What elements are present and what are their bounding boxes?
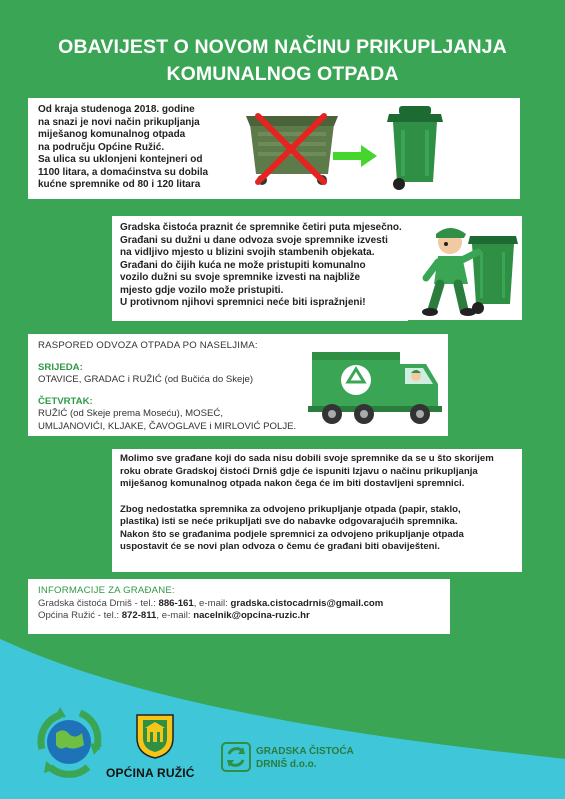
gradska-cistoca-logo-icon: [221, 742, 251, 772]
contact-phone: 872-811: [121, 610, 157, 621]
schedule-places: UMLJANOVIĆI, KLJAKE, ČAVOGLAVE i MIRLOVIĆ POLJE.: [38, 420, 297, 432]
company-name-line-2: DRNIŠ d.o.o.: [256, 759, 317, 770]
schedule-text: [38, 340, 308, 433]
pickup-line: U protivnom njihovi spremnici neće biti ispražnjeni!: [120, 297, 366, 308]
pickup-line: Gradska čistoća praznit će spremnike četiri puta mjesečno.: [120, 222, 402, 233]
old-container-crossed-illustration: [244, 108, 340, 190]
pickup-line: mjesto gdje vozilo može pristupiti.: [120, 284, 284, 296]
contact-email: gradska.cistocadrnis@gmail.com: [230, 597, 384, 609]
company-name-line-1: GRADSKA ČISTOĆA: [256, 746, 354, 757]
pickup-rules-text: [120, 222, 420, 310]
notice-line: Molimo sve građane koji do sada nisu dobili svoje spremnike da se u što skorijem: [120, 453, 494, 464]
notice-text: [120, 453, 518, 554]
schedule-heading: RASPORED ODVOZA OTPADA PO NASELJIMA:: [38, 340, 258, 351]
contact-row-opcina-ruzic: [38, 610, 448, 623]
company-name: [256, 745, 354, 771]
page-title: [0, 34, 565, 88]
intro-line: Od kraja studenoga 2018. godine: [38, 104, 195, 115]
notice-line: Nakon što se građanima podjele spremnici za odvojeno prikupljanje otpada: [120, 528, 464, 540]
contact-tel-label: - tel.:: [131, 597, 159, 609]
new-bin-illustration: [385, 104, 445, 192]
pickup-line: na vidljivo mjesto u blizini svojih stambenih objekata.: [120, 247, 375, 258]
schedule-places: RUŽIĆ (od Skeje prema Moseću), MOSEĆ,: [38, 408, 223, 419]
notice-paragraph-1: [120, 453, 518, 491]
schedule-day-thursday: ČETVRTAK:: [38, 395, 93, 407]
notice-line: uspostavit će se novi plan odvoza o čemu će građani biti obaviješteni.: [120, 541, 440, 552]
notice-line: plastika) isti se neće prikupljati sve do nabavke odgovarajućih spremnika.: [120, 516, 458, 527]
recycle-icon: [341, 365, 371, 395]
intro-text: [38, 104, 278, 192]
contact-email: nacelnik@opcina-ruzic.hr: [193, 610, 310, 621]
bin-icon: [468, 236, 518, 314]
arrow-right-icon: [333, 145, 377, 167]
intro-line: na području Općine Ružić.: [38, 141, 165, 153]
notice-line: miješanog komunalnog otpada nakon čega će im biti dostavljeni spremnici.: [120, 478, 465, 489]
title-line-1: OBAVIJEST O NOVOM NAČINU PRIKUPLJANJA: [58, 36, 507, 58]
intro-line: na snazi je novi način prikupljanja: [38, 116, 200, 128]
recycle-globe-logo: [30, 703, 108, 781]
pickup-line: Građani su dužni u dane odvoza svoje spremnike izvesti: [120, 234, 388, 246]
garbage-truck-illustration: [308, 346, 442, 428]
contact-mail-label: , e-mail:: [156, 610, 194, 621]
schedule-places: OTAVICE, GRADAC i RUŽIĆ (od Bučića do Skeje): [38, 374, 254, 385]
contact-org: Gradska čistoća Drniš: [38, 597, 132, 609]
intro-line: Sa ulica su uklonjeni kontejneri od: [38, 154, 203, 165]
notice-line: Zbog nedostatka spremnika za odvojeno prikupljanje otpada (papir, staklo,: [120, 503, 461, 515]
notice-line: roku obrate Gradskoj čistoći Drniš gdje će ispuniti Izjavu o načinu prikupljanja: [120, 465, 478, 477]
municipality-name: OPĆINA RUŽIĆ: [106, 766, 195, 780]
worker-with-bin-illustration: [418, 222, 522, 318]
contacts-heading: INFORMACIJE ZA GRAĐANE:: [38, 585, 175, 596]
pickup-line: Građani do čijih kuća ne može pristupiti komunalno: [120, 259, 366, 271]
intro-line: kućne spremnike od 80 i 120 litara: [38, 179, 201, 190]
contact-org: Općina Ružić: [38, 610, 96, 621]
contact-row-gradska-cistoca: [38, 598, 448, 611]
contacts-text: [38, 585, 448, 623]
pickup-line: vozilo dužni su svoje spremnike izvesti na najbliže: [120, 272, 361, 283]
intro-line: miješanog komunalnog otpada: [38, 129, 186, 140]
opcina-ruzic-coat-of-arms-icon: [134, 712, 176, 760]
contact-phone: 886-161: [158, 597, 194, 609]
notice-paragraph-2: [120, 504, 518, 554]
schedule-day-wednesday: SRIJEDA:: [38, 361, 83, 373]
contact-mail-label: , e-mail:: [193, 597, 231, 609]
contact-tel-label: - tel.:: [95, 610, 122, 621]
title-line-2: KOMUNALNOG OTPADA: [166, 63, 399, 85]
intro-line: 1100 litara, a domaćinstva su dobila: [38, 166, 209, 178]
